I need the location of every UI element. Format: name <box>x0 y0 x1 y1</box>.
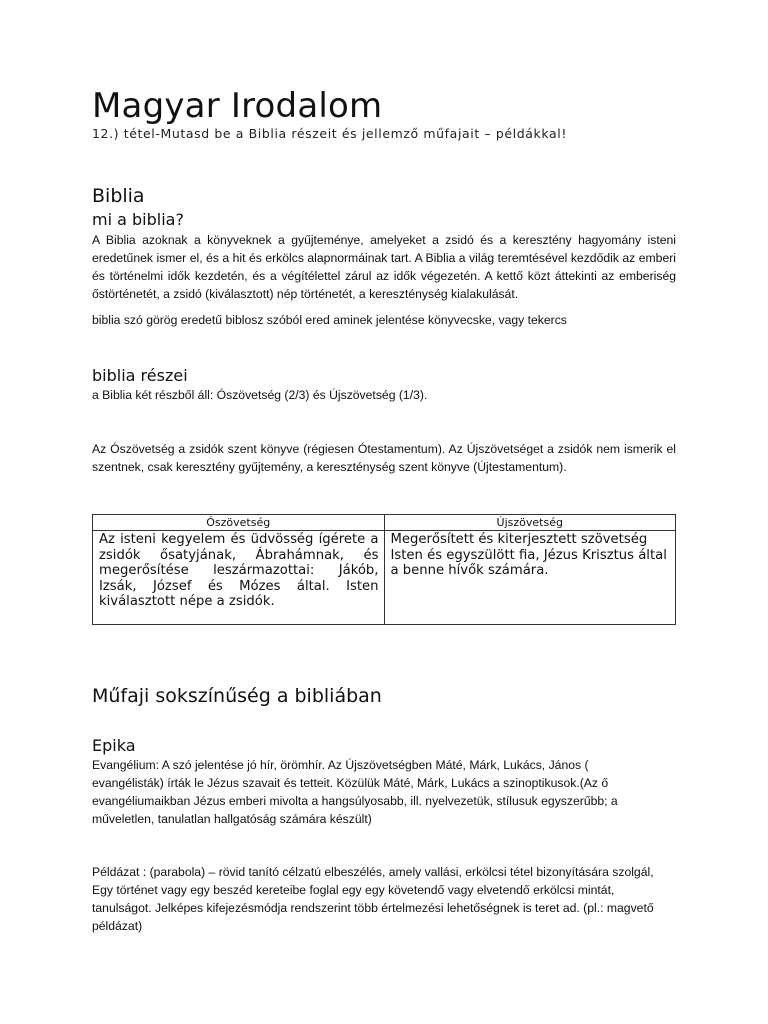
comparison-table <box>92 514 676 625</box>
paragraph-biblia-etymology: biblia szó görög eredetű biblosz szóból ered aminek jelentése könyvecske, vagy tekercs <box>92 313 567 327</box>
paragraph-biblia-parts: a Biblia két részből áll: Ószövetség (2/3) és Újszövetség (1/3). <box>92 388 428 402</box>
subheading-mi-a-biblia: mi a biblia? <box>92 210 184 229</box>
section-heading-biblia: Biblia <box>92 185 145 207</box>
table-header-new-testament: Újszövetség <box>384 515 676 531</box>
table-header-row <box>93 515 676 531</box>
table-row <box>93 531 676 625</box>
paragraph-biblia-definition: A Biblia azoknak a könyveknek a gyűjteménye, amelyeket a zsidó és a keresztény hagyomány isteni eredetűnek ismer el, és a hit és erkölcs alapnormáinak tart. A Biblia a világ teremtésével kezdődik az emberi és történelmi idők kezdetén, és a végítélettel zárul az idők végezetén. A kettő közt áttekinti az emberiség őstörténetét, a zsidó (kiválasztott) nép történetét, a kereszténység kialakulását. <box>92 233 676 301</box>
table-cell-old-testament: Az isteni kegyelem és üdvösség ígérete a zsidók ősatyjának, Ábrahámnak, és megerősítése leszármazottai: Jákób, Izsák, József és Mózes által. Isten kiválasztott népe a zsidók. <box>93 531 385 625</box>
document-title: Magyar Irodalom <box>92 86 383 126</box>
document-subtitle: 12.) tétel-Mutasd be a Biblia részeit és jellemző műfajait – példákkal! <box>92 126 567 141</box>
table-cell-new-testament: Megerősített és kiterjesztett szövetség Isten és egyszülött fia, Jézus Krisztus által a benne hívők számára. <box>384 531 676 625</box>
table-header-old-testament: Ószövetség <box>93 515 385 531</box>
paragraph-evangelium: Evangélium: A szó jelentése jó hír, örömhír. Az Újszövetségben Máté, Márk, Lukács, János ( evangélisták) írták le Jézus szavait és tetteit. Közülük Máté, Márk, Lukács a szinoptikusok.(Az ő evangéliumaikban Jézus emberi mivolta a hangsúlyosabb, ill. nyelvezetük, stílusuk egyszerűbb; a műveletlen, tanulatlan hallgatóság számára készült) <box>92 758 618 826</box>
subheading-biblia-reszei: biblia részei <box>92 366 188 385</box>
subheading-epika: Epika <box>92 736 136 755</box>
paragraph-testaments: Az Ószövetség a zsidók szent könyve (régiesen Ótestamentum). Az Újszövetséget a zsidók nem ismerik el szentnek, csak keresztény gyűjtemény, a kereszténység szent könyve (Újtestamentum). <box>92 442 676 474</box>
paragraph-peldazat: Példázat : (parabola) – rövid tanító célzatú elbeszélés, amely vallási, erkölcsi tétel bizonyítására szolgál, Egy történet vagy egy beszéd kereteibe foglal egy egy követendő vagy elvetendő erkölcsi mintát, tanulságot. Jelképes kifejezésmódja rendszerint több értelmezési lehetőségnek is teret ad. (pl.: magvető példázat) <box>92 865 654 933</box>
section-heading-mufaji: Műfaji sokszínűség a bibliában <box>92 685 382 707</box>
